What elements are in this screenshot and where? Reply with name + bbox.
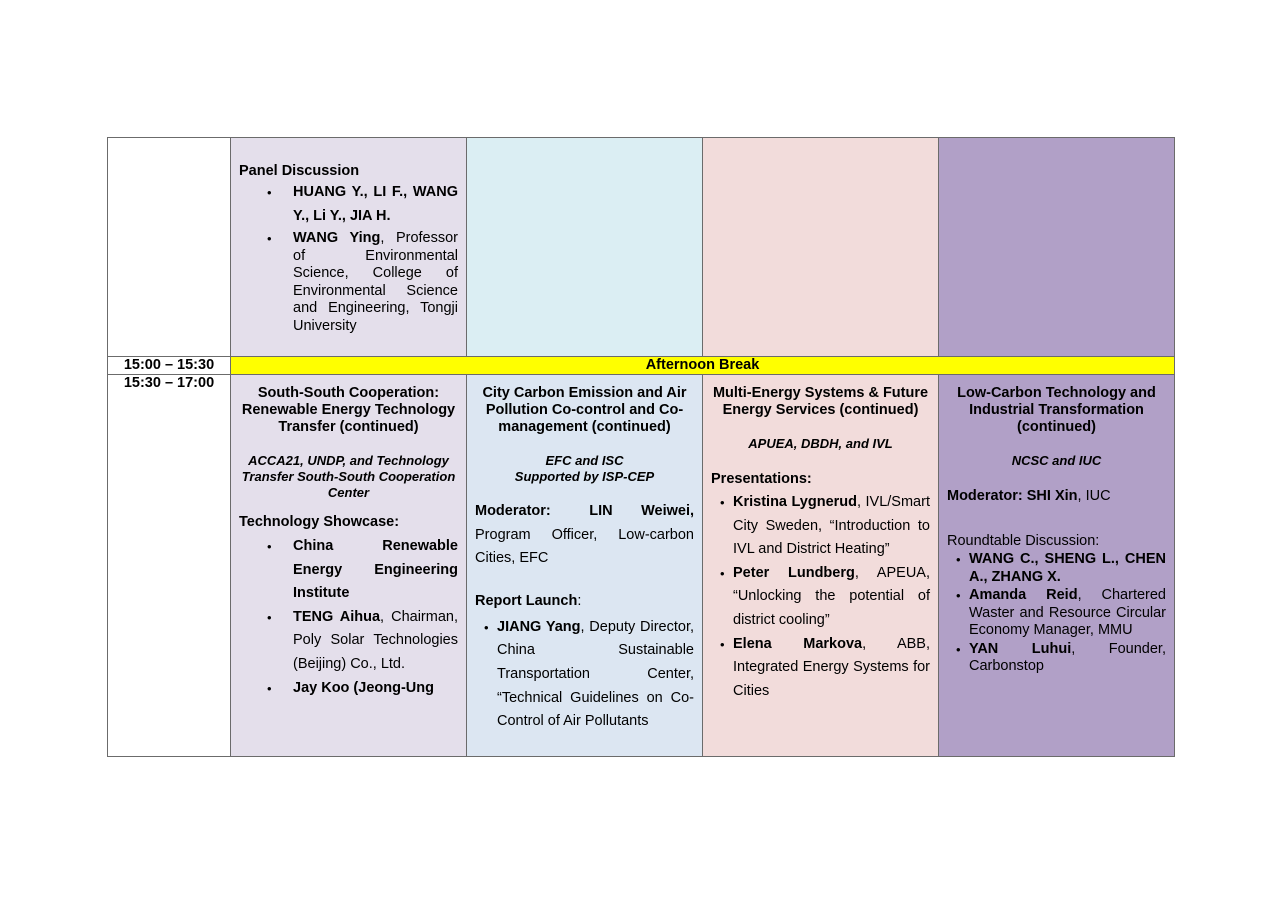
session-south-south [231,375,467,757]
panel-cell [231,138,467,357]
list-item: • WANG C., SHENG L., CHEN A., ZHANG X. [947,551,1166,586]
empty-cell [467,138,703,357]
report-list [475,616,694,734]
session-low-carbon [939,375,1175,757]
schedule-row-sessions [108,375,1175,757]
panel-heading: Panel Discussion [239,163,360,179]
section-heading: Report Launch: [475,592,582,609]
list-item: • Amanda Reid, Chartered Waster and Resource Circular Economy Manager, MMU [947,587,1166,640]
empty-cell [939,138,1175,357]
session-organizers: ACCA21, UNDP, and Technology Transfer South-South Cooperation Center [241,453,456,500]
session-organizers: EFC and ISC Supported by ISP-CEP [514,453,655,484]
session-title: Multi-Energy Systems & Future Energy Services (continued) [712,385,929,418]
moderator-line: Moderator: LIN Weiwei, Program Officer, Low-carbon Cities, EFC [475,503,694,567]
list-item: • WANG Ying, Professor of Environmental Science, College of Environmental Science and Engineering, Tongji University [239,230,458,335]
moderator-line: Moderator: SHI Xin, IUC [947,488,1111,504]
empty-cell [703,138,939,357]
list-item: • Peter Lundberg, APEUA, “Unlocking the potential of district cooling” [711,562,930,633]
list-item: • HUANG Y., LI F., WANG Y., Li Y., JIA H. [239,181,458,228]
schedule-row-break [108,357,1175,375]
showcase-list [239,535,458,700]
list-item: • TENG Aihua, Chairman, Poly Solar Technologies (Beijing) Co., Ltd. [239,606,458,677]
session-city-carbon [467,375,703,757]
session-title: South-South Cooperation: Renewable Energy Technology Transfer (continued) [241,385,456,435]
session-multi-energy [703,375,939,757]
section-heading: Presentations: [711,471,812,487]
time-cell: 15:00 – 15:30 [108,357,231,375]
schedule-table [107,137,1175,757]
panel-list [239,181,458,335]
session-title: Low-Carbon Technology and Industrial Transformation (continued) [957,385,1156,435]
roundtable-list [947,551,1166,676]
list-item: • YAN Luhui, Founder, Carbonstop [947,641,1166,676]
list-item: • China Renewable Energy Engineering Institute [239,535,458,606]
list-item: • Jay Koo (Jeong-Ung [239,677,458,701]
section-heading: Technology Showcase: [239,514,400,530]
schedule-row-panel [108,138,1175,357]
list-item: • Kristina Lygnerud, IVL/Smart City Sweden, “Introduction to IVL and District Heating” [711,491,930,562]
session-organizers: NCSC and IUC [1011,453,1102,468]
section-heading: Roundtable Discussion: [947,533,1100,549]
list-item: • Elena Markova, ABB, Integrated Energy Systems for Cities [711,633,930,704]
session-title: City Carbon Emission and Air Pollution Co-control and Co-management (continued) [482,385,687,435]
time-cell: 15:30 – 17:00 [108,375,231,757]
session-organizers: APUEA, DBDH, and IVL [748,436,893,451]
list-item: • JIANG Yang, Deputy Director, China Sustainable Transportation Center, “Technical Guidelines on Co-Control of Air Pollutants [475,616,694,734]
time-cell-empty [108,138,231,357]
afternoon-break-banner: Afternoon Break [231,357,1175,375]
presentation-list [711,491,930,703]
